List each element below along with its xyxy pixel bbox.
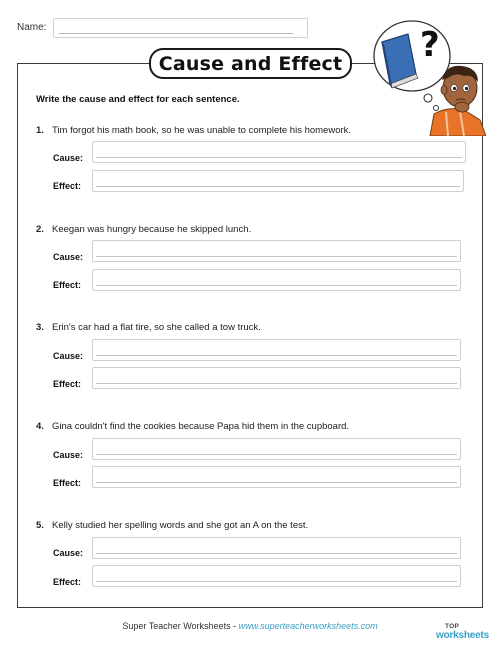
cause-answer-field-4[interactable] xyxy=(92,438,461,460)
effect-label: Effect: xyxy=(53,280,82,290)
title-banner xyxy=(149,48,352,79)
effect-label: Effect: xyxy=(53,379,82,389)
question-text: Erin's car had a flat tire, so she called a tow truck. xyxy=(52,322,261,333)
footer xyxy=(0,621,500,631)
effect-answer-field-3[interactable] xyxy=(92,367,461,389)
question-text: Keegan was hungry because he skipped lunch. xyxy=(52,224,252,235)
question-2 xyxy=(36,224,251,235)
footer-brand: Super Teacher Worksheets xyxy=(122,621,231,631)
thinking-boy-illustration xyxy=(368,12,486,136)
cause-answer-field-1[interactable] xyxy=(92,141,466,163)
question-text: Kelly studied her spelling words and she got an A on the test. xyxy=(52,520,309,531)
cause-label: Cause: xyxy=(53,548,84,558)
cause-answer-field-3[interactable] xyxy=(92,339,461,361)
effect-answer-field-4[interactable] xyxy=(92,466,461,488)
instructions: Write the cause and effect for each sentence. xyxy=(36,94,240,105)
cause-label: Cause: xyxy=(53,153,84,163)
footer-separator: - xyxy=(230,621,239,631)
cause-label: Cause: xyxy=(53,351,84,361)
question-number: 2. xyxy=(36,224,44,235)
question-text: Tim forgot his math book, so he was unable to complete his homework. xyxy=(52,125,352,136)
effect-label: Effect: xyxy=(53,478,82,488)
question-number: 5. xyxy=(36,520,44,531)
footer-url-link[interactable]: www.superteacherworksheets.com xyxy=(238,621,378,631)
question-4 xyxy=(36,421,349,432)
page-title: Cause and Effect xyxy=(158,52,343,75)
question-number: 3. xyxy=(36,322,44,333)
question-number: 1. xyxy=(36,125,44,136)
effect-answer-field-5[interactable] xyxy=(92,565,461,587)
cause-answer-field-5[interactable] xyxy=(92,537,461,559)
effect-answer-field-2[interactable] xyxy=(92,269,461,291)
effect-answer-field-1[interactable] xyxy=(92,170,464,192)
name-label: Name: xyxy=(17,22,47,33)
question-1 xyxy=(36,125,351,136)
name-field[interactable] xyxy=(53,18,308,38)
question-number: 4. xyxy=(36,421,44,432)
question-text: Gina couldn't find the cookies because Papa hid them in the cupboard. xyxy=(52,421,350,432)
logo-worksheets-text: worksheets xyxy=(436,629,490,641)
question-3 xyxy=(36,322,261,333)
effect-label: Effect: xyxy=(53,577,82,587)
question-mark-icon: ? xyxy=(420,25,440,65)
cause-answer-field-2[interactable] xyxy=(92,240,461,262)
top-worksheets-logo xyxy=(436,624,496,641)
question-5 xyxy=(36,520,308,531)
cause-label: Cause: xyxy=(53,252,84,262)
cause-label: Cause: xyxy=(53,450,84,460)
logo-top-text: TOP xyxy=(445,623,460,630)
effect-label: Effect: xyxy=(53,181,82,191)
